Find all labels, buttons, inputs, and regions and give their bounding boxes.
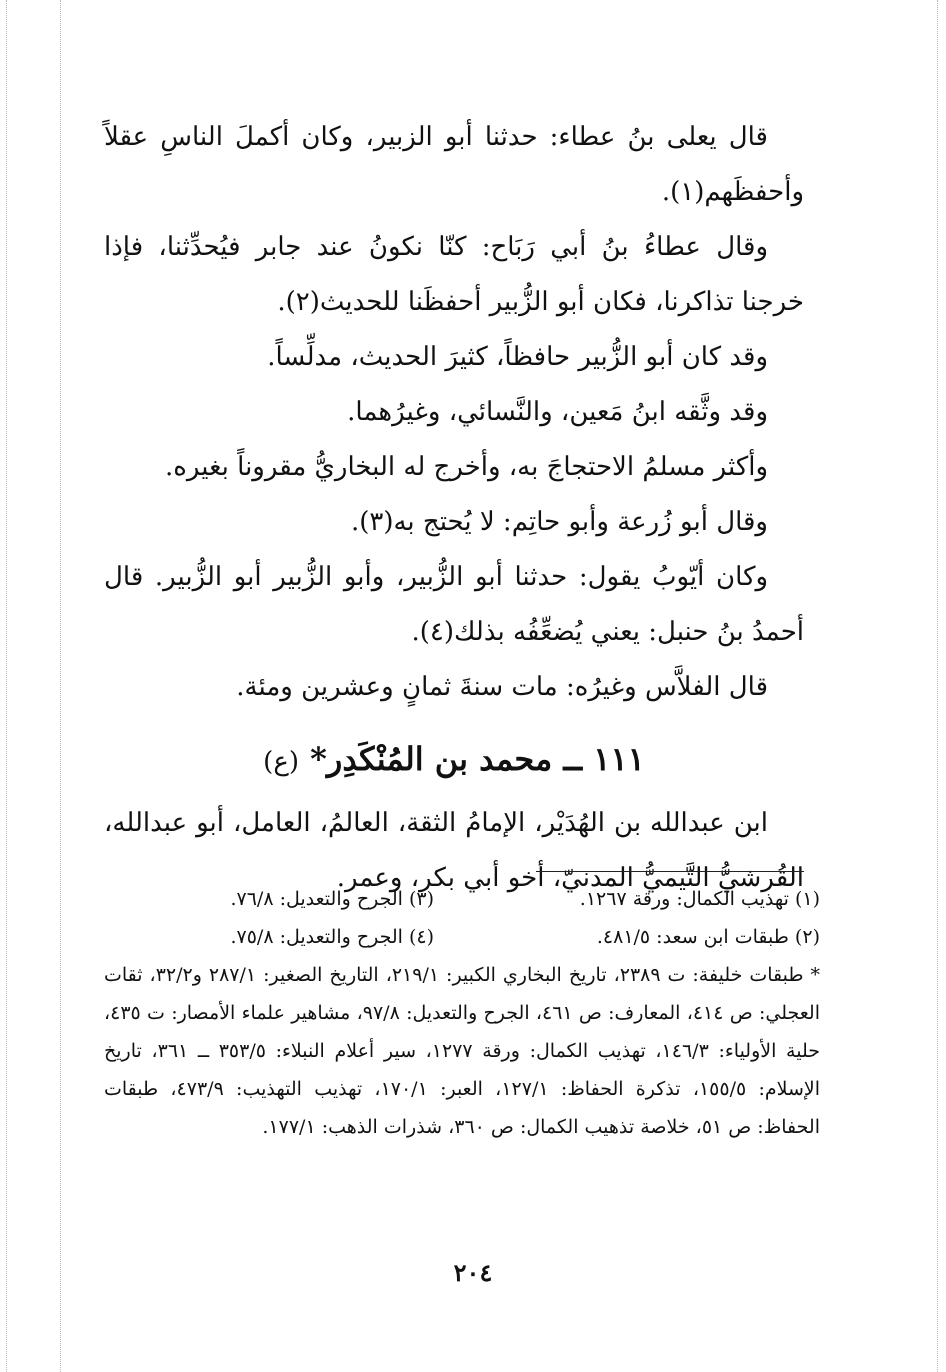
paragraph: وقد وثَّقه ابنُ مَعين، والنَّسائي، وغيرُهما. [347,397,768,427]
scan-margin-line [60,0,61,1372]
paragraph: وقد كان أبو الزُّبير حافظاً، كثيرَ الحديث، مدلِّساً. [267,342,768,372]
paragraph: قال الفلاَّس وغيرُه: مات سنةَ ثمانٍ وعشرين ومئة. [236,672,768,702]
entry-title: ١١١ ــ محمد بن المُنْكَدِر* [310,740,645,778]
footnote-row [104,918,820,956]
scan-margin-line [937,0,938,1372]
paragraph: وقال أبو زُرعة وأبو حاتِم: لا يُحتج به(٣). [350,507,768,537]
footnote-row [104,880,820,918]
entry-code: (ع) [263,747,299,777]
entry-bio: ابن عبدالله بن الهُدَيْر، الإمامُ الثقة، العالمُ، العامل، أبو عبدالله، القُرشيُّ التَّيميُّ المدنيّ، أخو أبي بكر، وعمر. [104,808,804,893]
footnote-2: (٢) طبقات ابن سعد: ٤٨١/٥. [596,926,820,948]
entry-heading [104,729,804,792]
footnotes [104,880,820,1146]
scan-margin-line [6,0,7,1372]
page-number: ٢٠٤ [453,1258,493,1287]
main-text [104,110,804,906]
footnote-sources: * طبقات خليفة: ت ٢٣٨٩، تاريخ البخاري الكبير: ٢١٩/١، التاريخ الصغير: ٢٨٧/١ و٣٢/٢، ثقات العجلي: ص ٤١٤، المعارف: ص ٤٦١، الجرح والتعديل: ٩٧/٨، مشاهير علماء الأمصار: ت ٤٣٥، حلية الأولياء: ١٤٦/٣، تهذيب الكمال: ورقة ١٢٧٧، سير أعلام النبلاء: ٣٥٣/٥ ــ ٣٦١، تاريخ الإسلام: ١٥٥/٥، تذكرة الحفاظ: ١٢٧/١، العبر: ١٧٠/١، تهذيب التهذيب: ٤٧٣/٩، طبقات الحفاظ: ص ٥١، خلاصة تذهيب الكمال: ص ٣٦٠، شذرات الذهب: ١٧٧/١. [104,964,821,1138]
paragraph: وكان أيّوبُ يقول: حدثنا أبو الزُّبير، وأبو الزُّبير أبو الزُّبير. قال أحمدُ بنُ حنبل: يعني يُضعِّفُه بذلك(٤). [104,562,804,647]
paragraph: وأكثر مسلمُ الاحتجاجَ به، وأخرج له البخاريُّ مقروناً بغيره. [165,452,768,482]
paragraph: قال يعلى بنُ عطاء: حدثنا أبو الزبير، وكان أكملَ الناسِ عقلاً وأحفظَهم(١). [104,122,804,207]
footnote-4: (٤) الجرح والتعديل: ٧٥/٨. [230,926,434,948]
footnote-rule [536,871,804,872]
footnote-3: (٣) الجرح والتعديل: ٧٦/٨. [230,888,434,910]
paragraph: وقال عطاءُ بنُ أبي رَبَاح: كنّا نكونُ عند جابر فيُحدِّثنا، فإذا خرجنا تذاكرنا، فكان أبو الزُّبير أحفظَنا للحديث(٢). [104,232,804,317]
footnote-1: (١) تهذيب الكمال: ورقة ١٢٦٧. [579,888,820,910]
